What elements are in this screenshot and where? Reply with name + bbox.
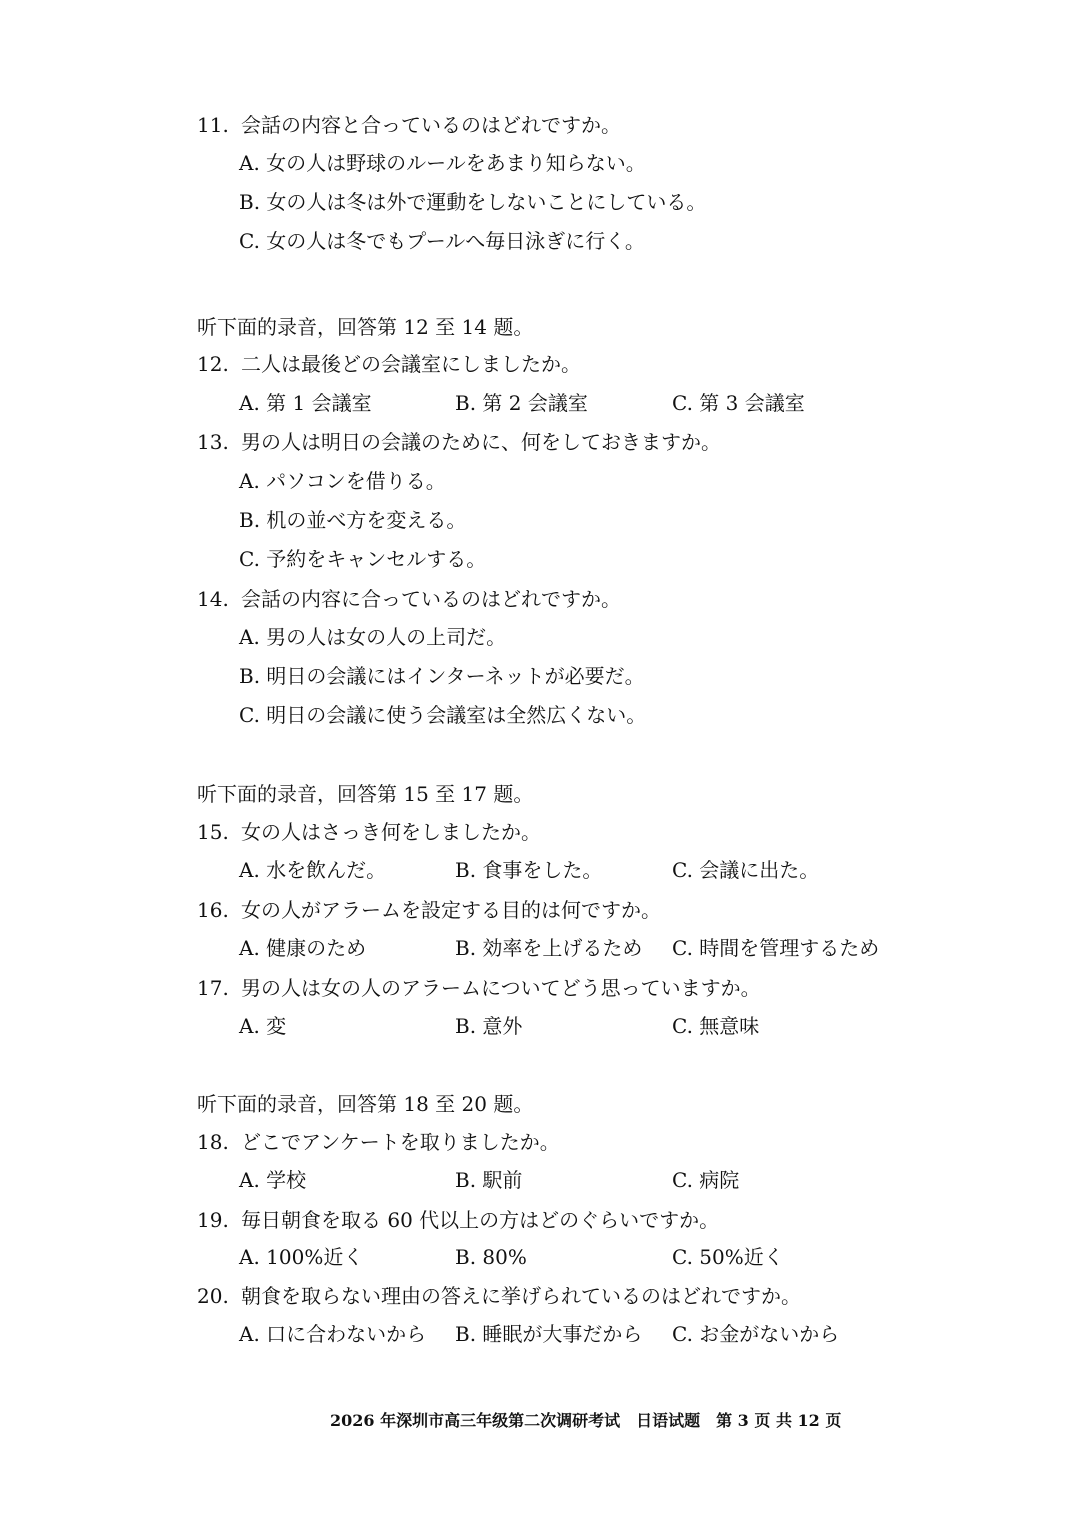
option-12-a: A. 第 1 会議室	[239, 391, 372, 415]
option-20-c: C. お金がないから	[672, 1322, 840, 1346]
option-11-b: B. 女の人は冬は外で運動をしないことにしている。	[239, 190, 707, 214]
question-stem: 女の人がアラームを設定する目的は何ですか。	[241, 898, 661, 922]
option-16-c: C. 時間を管理するため	[672, 936, 880, 960]
option-16-b: B. 効率を上げるため	[455, 936, 643, 960]
question-14	[197, 585, 621, 613]
option-11-c: C. 女の人は冬でもプールへ毎日泳ぎに行く。	[239, 229, 645, 253]
question-number: 15.	[197, 820, 229, 844]
option-11-a: A. 女の人は野球のルールをあまり知らない。	[239, 151, 646, 175]
question-number: 16.	[197, 898, 229, 922]
option-19-a: A. 100%近く	[239, 1245, 364, 1269]
question-number: 20.	[197, 1284, 229, 1308]
question-15	[197, 818, 541, 846]
option-19-b: B. 80%	[455, 1245, 527, 1269]
question-17	[197, 974, 761, 1002]
option-13-b: B. 机の並べ方を変える。	[239, 508, 467, 532]
question-number: 12.	[197, 352, 229, 376]
question-16	[197, 896, 661, 924]
section-instruction-18-20: 听下面的录音，回答第 18 至 20 题。	[197, 1092, 534, 1116]
option-19-c: C. 50%近く	[672, 1245, 784, 1269]
question-stem: 二人は最後どの会議室にしましたか。	[241, 352, 581, 376]
option-17-c: C. 無意味	[672, 1014, 760, 1038]
question-20	[197, 1282, 801, 1310]
question-number: 14.	[197, 587, 229, 611]
question-stem: 会話の内容に合っているのはどれですか。	[241, 587, 621, 611]
page-footer: 2026 年深圳市高三年级第二次调研考试 日语试题 第 3 页 共 12 页	[330, 1411, 842, 1430]
question-stem: 男の人は女の人のアラームについてどう思っていますか。	[241, 976, 761, 1000]
option-12-b: B. 第 2 会議室	[455, 391, 588, 415]
section-instruction-15-17: 听下面的录音，回答第 15 至 17 题。	[197, 782, 534, 806]
option-20-b: B. 睡眠が大事だから	[455, 1322, 643, 1346]
option-18-b: B. 駅前	[455, 1168, 523, 1192]
question-13	[197, 428, 721, 456]
option-14-b: B. 明日の会議にはインターネットが必要だ。	[239, 664, 645, 688]
question-stem: 女の人はさっき何をしましたか。	[241, 820, 541, 844]
option-20-a: A. 口に合わないから	[239, 1322, 427, 1346]
question-19	[197, 1206, 719, 1234]
option-13-a: A. パソコンを借りる。	[239, 469, 446, 493]
option-17-b: B. 意外	[455, 1014, 523, 1038]
question-number: 18.	[197, 1130, 229, 1154]
option-15-a: A. 水を飲んだ。	[239, 858, 387, 882]
question-12	[197, 350, 581, 378]
option-17-a: A. 変	[239, 1014, 287, 1038]
question-number: 17.	[197, 976, 229, 1000]
question-stem: 会話の内容と合っているのはどれですか。	[241, 113, 621, 137]
option-15-b: B. 食事をした。	[455, 858, 603, 882]
question-number: 19.	[197, 1208, 229, 1232]
section-instruction-12-14: 听下面的录音，回答第 12 至 14 题。	[197, 315, 534, 339]
question-stem: 朝食を取らない理由の答えに挙げられているのはどれですか。	[241, 1284, 801, 1308]
option-14-a: A. 男の人は女の人の上司だ。	[239, 625, 507, 649]
option-13-c: C. 予約をキャンセルする。	[239, 547, 487, 571]
question-number: 11.	[197, 113, 229, 137]
option-16-a: A. 健康のため	[239, 936, 367, 960]
question-11	[197, 111, 621, 139]
question-number: 13.	[197, 430, 229, 454]
option-15-c: C. 会議に出た。	[672, 858, 820, 882]
question-stem: どこでアンケートを取りましたか。	[241, 1130, 560, 1154]
question-stem: 男の人は明日の会議のために、何をしておきますか。	[241, 430, 721, 454]
option-18-a: A. 学校	[239, 1168, 307, 1192]
option-18-c: C. 病院	[672, 1168, 740, 1192]
question-18	[197, 1128, 560, 1156]
option-14-c: C. 明日の会議に使う会議室は全然広くない。	[239, 703, 647, 727]
option-12-c: C. 第 3 会議室	[672, 391, 805, 415]
question-stem: 毎日朝食を取る 60 代以上の方はどのぐらいですか。	[241, 1208, 720, 1232]
